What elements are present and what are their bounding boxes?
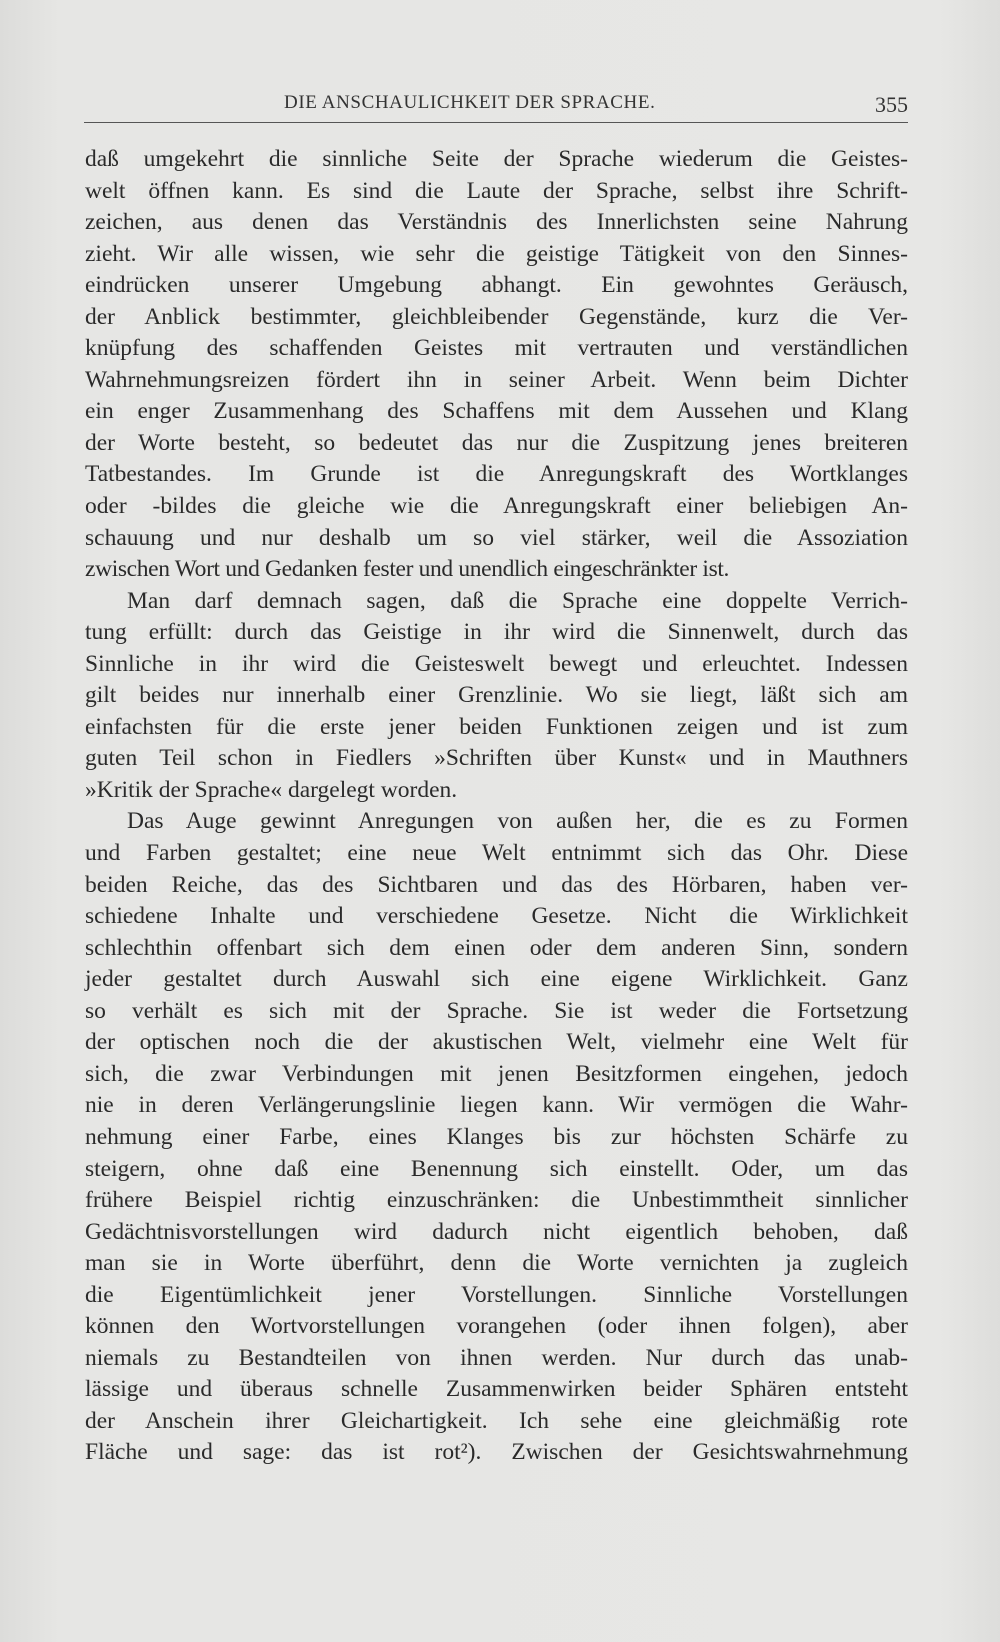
text-line: knüpfung des schaffenden Geistes mit vertrauten und verständlichen (85, 335, 908, 362)
text-line: guten Teil schon in Fiedlers »Schriften über Kunst« und in Mauthners (85, 745, 908, 772)
text-line: Fläche und sage: das ist rot²). Zwischen der Gesichtswahrnehmung (85, 1439, 908, 1466)
text-line: eindrücken unserer Umgebung abhangt. Ein gewohntes Geräusch, (85, 272, 908, 299)
text-line: tung erfüllt: durch das Geistige in ihr wird die Sinnenwelt, durch das (85, 619, 908, 646)
text-line: nehmung einer Farbe, eines Klanges bis zur höchsten Schärfe zu (85, 1123, 908, 1150)
running-title: DIE ANSCHAULICHKEIT DER SPRACHE. (284, 92, 656, 113)
text-line: steigern, ohne daß eine Benennung sich einstellt. Oder, um das (85, 1155, 908, 1182)
page-number: 355 (875, 92, 908, 117)
text-line: und Farben gestaltet; eine neue Welt entnimmt sich das Ohr. Diese (85, 840, 908, 867)
text-line: welt öffnen kann. Es sind die Laute der Sprache, selbst ihre Schrift- (85, 177, 908, 204)
text-line: oder -bildes die gleiche wie die Anregungskraft einer beliebigen An- (85, 493, 908, 520)
text-line: der optischen noch die der akustischen Welt, vielmehr eine Welt für (85, 1029, 908, 1056)
text-line: Tatbestandes. Im Grunde ist die Anregungskraft des Wortklanges (85, 461, 908, 488)
text-line: frühere Beispiel richtig einzuschränken: die Unbestimmtheit sinnlicher (85, 1187, 908, 1214)
text-line: schauung und nur deshalb um so viel stärker, weil die Assoziation (85, 524, 908, 551)
text-line: daß umgekehrt die sinnliche Seite der Sprache wiederum die Geistes- (85, 146, 908, 172)
text-line: jeder gestaltet durch Auswahl sich eine eigene Wirklichkeit. Ganz (85, 966, 908, 993)
text-line: der Worte besteht, so bedeutet das nur die Zuspitzung jenes breiteren (85, 429, 908, 456)
paragraph-first-line: Das Auge gewinnt Anregungen von außen her, die es zu Formen (127, 808, 908, 835)
text-line: zieht. Wir alle wissen, wie sehr die geistige Tätigkeit von den Sinnes- (85, 240, 908, 267)
text-line: schiedene Inhalte und verschiedene Gesetze. Nicht die Wirklichkeit (85, 903, 908, 930)
text-line: beiden Reiche, das des Sichtbaren und das des Hörbaren, haben ver- (85, 871, 908, 898)
text-line: Gedächtnisvorstellungen wird dadurch nicht eigentlich behoben, daß (85, 1218, 908, 1245)
text-line: man sie in Worte überführt, denn die Worte vernichten ja zugleich (85, 1250, 908, 1277)
text-line: »Kritik der Sprache« dargelegt worden. (85, 776, 458, 803)
text-line: schlechthin offenbart sich dem einen oder dem anderen Sinn, sondern (85, 934, 908, 961)
text-line: sich, die zwar Verbindungen mit jenen Besitzformen eingehen, jedoch (85, 1060, 908, 1087)
text-line: zeichen, aus denen das Verständnis des Innerlichsten seine Nahrung (85, 209, 908, 236)
paragraph-first-line: Man darf demnach sagen, daß die Sprache eine doppelte Verrich- (127, 587, 908, 614)
text-line: ein enger Zusammenhang des Schaffens mit dem Aussehen und Klang (85, 398, 908, 425)
text-line: der Anschein ihrer Gleichartigkeit. Ich sehe eine gleichmäßig rote (85, 1407, 908, 1434)
text-line: Sinnliche in ihr wird die Geisteswelt bewegt und erleuchtet. Indessen (85, 650, 908, 677)
text-line: niemals zu Bestandteilen von ihnen werden. Nur durch das unab- (85, 1344, 908, 1371)
text-line: so verhält es sich mit der Sprache. Sie ist weder die Fortsetzung (85, 997, 908, 1024)
running-head (84, 88, 908, 123)
body-text (85, 144, 908, 1469)
text-line: der Anblick bestimmter, gleichbleibender Gegenstände, kurz die Ver- (85, 303, 908, 330)
text-line: nie in deren Verlängerungslinie liegen kann. Wir vermögen die Wahr- (85, 1092, 908, 1119)
text-line: die Eigentümlichkeit jener Vorstellungen. Sinnliche Vorstellungen (85, 1281, 908, 1308)
text-line: können den Wortvorstellungen vorangehen (oder ihnen folgen), aber (85, 1313, 908, 1340)
text-line: Wahrnehmungsreizen fördert ihn in seiner Arbeit. Wenn beim Dichter (85, 366, 908, 393)
text-line: gilt beides nur innerhalb einer Grenzlinie. Wo sie liegt, läßt sich am (85, 682, 908, 709)
text-line: lässige und überaus schnelle Zusammenwirken beider Sphären entsteht (85, 1376, 908, 1403)
text-line: zwischen Wort und Gedanken fester und unendlich eingeschränkter ist. (85, 556, 730, 583)
text-line: einfachsten für die erste jener beiden Funktionen zeigen und ist zum (85, 713, 908, 740)
